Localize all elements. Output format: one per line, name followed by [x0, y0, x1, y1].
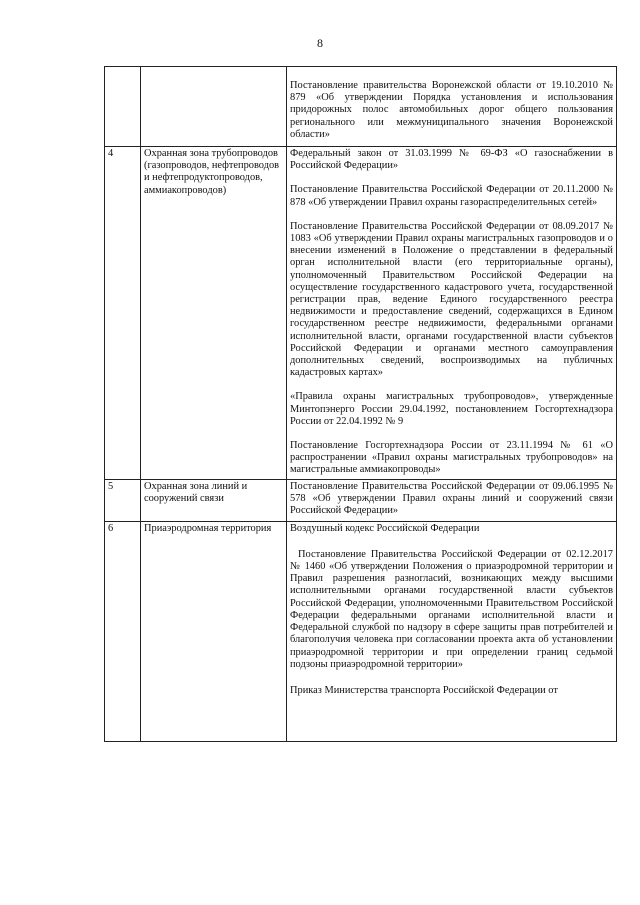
- regulations-table: [104, 66, 617, 742]
- documents-cell: [287, 147, 617, 480]
- zone-name-cell: Приаэродромная территория: [141, 521, 287, 741]
- zone-name-cell: Охранная зона линий и сооружений связи: [141, 479, 287, 521]
- document-entry: Воздушный кодекс Российской Федерации: [290, 522, 480, 534]
- document-entry: Постановление Правительства Российской Федерации от 09.06.1995 № 578 «Об утверждении Правил охраны линий и сооружений связи Российской Федерации»: [290, 480, 613, 517]
- document-entry: Приказ Министерства транспорта Российской Федерации от: [290, 684, 558, 696]
- documents-cell: [287, 521, 617, 741]
- document-entry: Постановление Госгортехнадзора России от 23.11.1994 № 61 «О распространении «Правил охраны магистральных трубопроводов» на магистральные аммиакопроводы»: [290, 440, 613, 476]
- documents-cell: [287, 67, 617, 147]
- zone-name-cell: Охранная зона трубопроводов (газопроводов, нефтепроводов и нефтепродуктопроводов, аммиакопроводов): [141, 147, 287, 480]
- document-entry: Постановление Правительства Российской Федерации от 02.12.2017 № 1460 «Об утверждении Положения о приаэродромной территории и Правил разрешения разногласий, возникающих между высшими исполнительными органами государственной власти субъектов Российской Федерации, уполномоченными Правительством Российской Федерации федеральными органами исполнительной власти и Федеральной службой по надзору в сфере защиты прав потребителей и благополучия человека при согласовании проекта акта об установлении приаэродромной территории и при определении границ седьмой подзоны приаэродромной территории»: [290, 548, 613, 670]
- row-number-cell: 5: [105, 479, 141, 521]
- documents-cell: [287, 479, 617, 521]
- zone-name-cell: [141, 67, 287, 147]
- document-entry: Федеральный закон от 31.03.1999 № 69-ФЗ «О газоснабжении в Российской Федерации»: [290, 148, 613, 172]
- table-row: [105, 147, 617, 480]
- table-row: [105, 521, 617, 741]
- document-entry: Постановление Правительства Российской Федерации от 20.11.2000 № 878 «Об утверждении Правил охраны газораспределительных сетей»: [290, 184, 613, 208]
- document-entry: Постановление правительства Воронежской области от 19.10.2010 № 879 «Об утверждении Порядка установления и использования придорожных полос автомобильных дорог общего пользования регионального или межмуниципального значения Воронежской области»: [290, 80, 613, 140]
- row-number-cell: 6: [105, 521, 141, 741]
- table-row: [105, 479, 617, 521]
- document-entry: Постановление Правительства Российской Федерации от 08.09.2017 № 1083 «Об утверждении Правил охраны магистральных газопроводов и о внесении изменений в Положение о представлении в федеральный орган исполнительной власти (его территориальные органы), уполномоченный Правительством Российской Федерации на осуществление государственного кадастрового учета, государственной регистрации прав, ведение Единого государственного реестра недвижимости и предоставление сведений, содержащихся в Едином государственном реестре недвижимости, федеральными органами исполнительной власти, органами государственной власти субъектов Российской Федерации и органами местного самоуправления дополнительных сведений, воспроизводимых на публичных кадастровых картах»: [290, 220, 613, 379]
- row-number-cell: 4: [105, 147, 141, 480]
- row-number-cell: [105, 67, 141, 147]
- page-number: 8: [317, 36, 323, 50]
- document-entry: «Правила охраны магистральных трубопроводов», утвержденные Минтопэнерго России 29.04.1992, постановлением Госгортехнадзора России от 22.04.1992 № 9: [290, 391, 613, 427]
- table-row: [105, 67, 617, 147]
